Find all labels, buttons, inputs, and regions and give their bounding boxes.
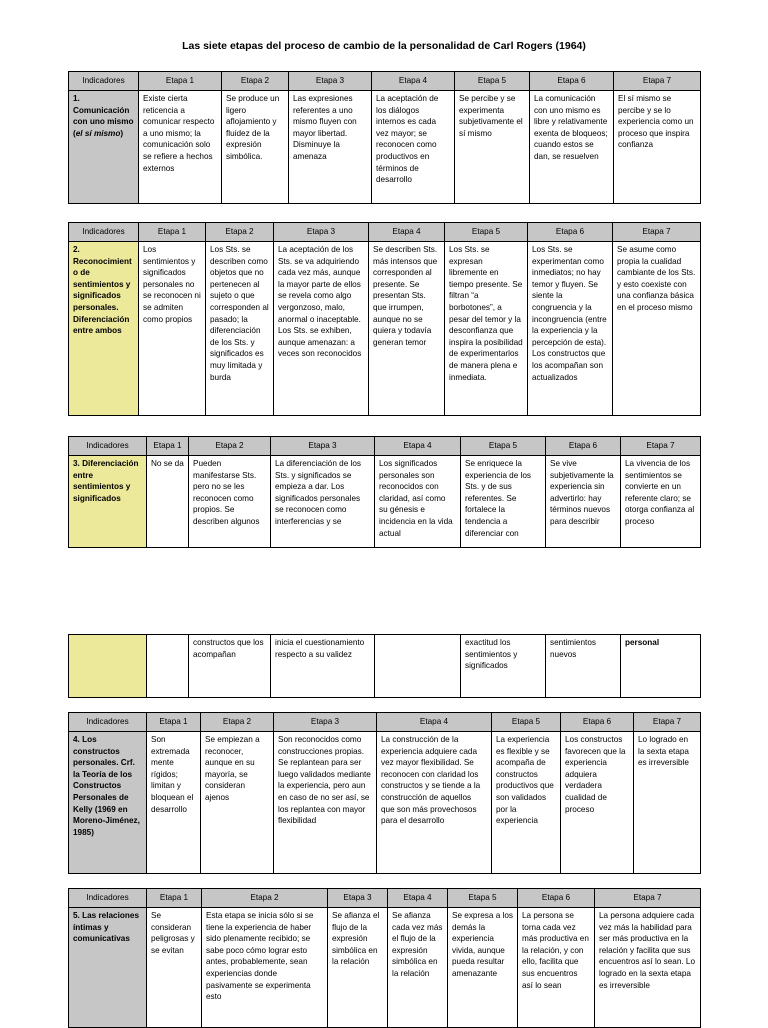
indicator-cell: 5. Las relaciones íntimas y comunicativas [69,908,147,1028]
stage-4-cell: Se describen Sts. más intensos que corresponden al presente. Se presentan Sts. que irrumpen, aunque no se quiera y todavía generan temor [369,242,445,416]
header-etapa-6: Etapa 6 [528,223,613,242]
header-row [69,889,701,908]
header-row [69,72,701,91]
header-etapa-3: Etapa 3 [328,889,388,908]
header-etapa-7: Etapa 7 [614,72,701,91]
stage-2-cell: constructos que los acompañan [189,635,271,698]
stage-1-cell: No se da [147,456,189,548]
header-etapa-6: Etapa 6 [546,437,621,456]
stage-2-cell: Se empiezan a reconocer, aunque en su mayoría, se consideran ajenos [201,732,274,874]
stage-4-cell: La aceptación de los diálogos internos es cada vez mayor; se reconocen como productivos en términos de desarrollo [372,91,455,204]
header-etapa-3: Etapa 3 [274,223,369,242]
header-etapa-3: Etapa 3 [274,713,377,732]
header-indicadores: Indicadores [69,713,147,732]
header-etapa-6: Etapa 6 [518,889,595,908]
header-etapa-4: Etapa 4 [369,223,445,242]
stage-6-cell: Se vive subjetivamente la experiencia sin advertirlo: hay términos nuevos para describir [546,456,621,548]
stage-3-cell: inicia el cuestionamiento respecto a su validez [271,635,375,698]
header-row [69,223,701,242]
header-etapa-5: Etapa 5 [461,437,546,456]
table-intimate-relations [68,888,701,1028]
header-indicadores: Indicadores [69,437,147,456]
header-etapa-4: Etapa 4 [377,713,492,732]
stage-6-cell: Los Sts. se experimentan como inmediatos; no hay temor y fluyen. Se siente la congruencia y la incongruencia (entre la experiencia y la percepción de esta). Los constructos que los acompañan son actualizados [528,242,613,416]
stage-5-cell: exactitud los sentimientos y significados [461,635,546,698]
header-etapa-1: Etapa 1 [147,713,201,732]
header-etapa-7: Etapa 7 [621,437,701,456]
stage-1-cell: Los sentimientos y significados personales no se reconocen ni se admiten como propios [139,242,206,416]
header-etapa-1: Etapa 1 [147,437,189,456]
stage-6-cell: La comunicación con uno mismo es libre y relativamente exenta de bloqueos; cuando estos se dan, se resuelven [530,91,614,204]
table-row [69,732,701,874]
document-title: Las siete etapas del proceso de cambio de la personalidad de Carl Rogers (1964) [182,40,586,52]
stage-5-cell: Se percibe y se experimenta subjetivamente el sí mismo [455,91,530,204]
table-row [69,908,701,1028]
stage-7-cell: Lo logrado en la sexta etapa es irreversible [634,732,701,874]
header-row [69,713,701,732]
indicator-cell: 1. Comunicación con uno mismo (el sí mismo) [69,91,139,204]
stage-7-cell: personal [621,635,701,698]
header-etapa-5: Etapa 5 [492,713,561,732]
stage-4-cell [375,635,461,698]
header-etapa-7: Etapa 7 [613,223,701,242]
header-etapa-6: Etapa 6 [530,72,614,91]
header-etapa-1: Etapa 1 [139,72,222,91]
header-etapa-3: Etapa 3 [289,72,372,91]
stage-6-cell: Los constructos favorecen que la experiencia adquiera verdadera cualidad de proceso [561,732,634,874]
stage-1-cell: Se consideran peligrosas y se evitan [147,908,202,1028]
header-etapa-2: Etapa 2 [202,889,328,908]
table-feelings-recognition [68,222,701,416]
indicator-cell: 3. Diferenciación entre sentimientos y significados [69,456,147,548]
header-etapa-7: Etapa 7 [634,713,701,732]
header-etapa-4: Etapa 4 [388,889,448,908]
header-etapa-2: Etapa 2 [222,72,289,91]
stage-7-cell: El sí mismo se percibe y se lo experiencia como un proceso que inspira confianza [614,91,701,204]
header-etapa-4: Etapa 4 [372,72,455,91]
header-etapa-1: Etapa 1 [139,223,206,242]
header-etapa-2: Etapa 2 [189,437,271,456]
header-etapa-3: Etapa 3 [271,437,375,456]
stage-4-cell: Los significados personales son reconocidos con claridad, así como su génesis e incidencia en la vida actual [375,456,461,548]
table-row [69,91,701,204]
stage-6-cell: La persona se torna cada vez más productiva en la relación, y con ello, facilita que sus encuentros así lo sean [518,908,595,1028]
stage-3-cell: La diferenciación de los Sts. y significados se empieza a dar. Los significados personales se reconocen como interferencias y se [271,456,375,548]
stage-1-cell: Son extremadamente rígidos; limitan y bloquean el desarrollo [147,732,201,874]
stage-3-cell: La aceptación de los Sts. se va adquiriendo cada vez más, aunque la mayor parte de ellos se revela como algo vergonzoso, malo, anormal o inaceptable. Los Sts. se exhiben, aunque amenazan: a veces son reconocidos [274,242,369,416]
stage-5-cell: Se expresa a los demás la experiencia vivida, aunque pueda resultar amenazante [448,908,518,1028]
stage-5-cell: La experiencia es flexible y se acompaña de constructos productivos que son validados por la experiencia [492,732,561,874]
table-row [69,242,701,416]
stage-4-cell: Se afianza cada vez más el flujo de la expresión simbólica en la relación [388,908,448,1028]
table-differentiation [68,436,701,548]
indicator-cell [69,635,147,698]
stage-4-cell: La construcción de la experiencia adquiere cada vez mayor flexibilidad. Se reconocen con claridad los constructos y se tiende a la construcción de aquellos que son más provechosos para el desarrollo [377,732,492,874]
header-indicadores: Indicadores [69,889,147,908]
stage-1-cell [147,635,189,698]
header-etapa-4: Etapa 4 [375,437,461,456]
stage-2-cell: Se produce un ligero aflojamiento y fluidez de la expresión simbólica. [222,91,289,204]
stage-7-cell: La persona adquiere cada vez más la habilidad para ser más productiva en la relación y facilita que sus encuentros así lo sean. Lo logrado en la sexta etapa es irreversible [595,908,701,1028]
table-communication [68,71,701,204]
table-row [69,456,701,548]
table-differentiation-continued [68,634,701,698]
header-etapa-2: Etapa 2 [201,713,274,732]
stage-3-cell: Las expresiones referentes a uno mismo fluyen con mayor libertad. Disminuye la amenaza [289,91,372,204]
stage-3-cell: Son reconocidos como construcciones propias. Se replantean para ser luego validados mediante la experiencia, pero aun en caso de no ser así, se los replantea con mayor flexibilidad [274,732,377,874]
header-etapa-5: Etapa 5 [455,72,530,91]
stage-3-cell: Se afianza el flujo de la expresión simbólica en la relación [328,908,388,1028]
header-etapa-5: Etapa 5 [448,889,518,908]
indicator-cell: 4. Los constructos personales. Crf. la Teoría de los Constructos Personales de Kelly (1969 en Moreno-Jiménez, 1985) [69,732,147,874]
stage-2-cell: Los Sts. se describen como objetos que no pertenecen al sujeto o que corresponden al pasado; la diferenciación de los Sts. y significados es muy limitada y burda [206,242,274,416]
stage-7-cell: La vivencia de los sentimientos se convierte en un referente claro; se otorga confianza al proceso [621,456,701,548]
stage-5-cell: Los Sts. se expresan libremente en tiempo presente. Se filtran “a borbotones”, a pesar del temor y la desconfianza que inspira la posibilidad de experimentarlos de manera plena e inmediata. [445,242,528,416]
stage-5-cell: Se enriquece la experiencia de los Sts. y de sus referentes. Se fortalece la tendencia a diferenciar con [461,456,546,548]
header-indicadores: Indicadores [69,72,139,91]
stage-2-cell: Pueden manifestarse Sts. pero no se les reconocen como propios. Se describen algunos [189,456,271,548]
header-etapa-7: Etapa 7 [595,889,701,908]
table-row [69,635,701,698]
stage-1-cell: Existe cierta reticencia a comunicar respecto a uno mismo; la comunicación solo se refiere a hechos externos [139,91,222,204]
stage-6-cell: sentimientos nuevos [546,635,621,698]
header-etapa-6: Etapa 6 [561,713,634,732]
header-row [69,437,701,456]
header-etapa-2: Etapa 2 [206,223,274,242]
indicator-cell: 2. Reconocimiento de sentimientos y significados personales. Diferenciación entre ambos [69,242,139,416]
stage-7-cell: Se asume como propia la cualidad cambiante de los Sts. y esto coexiste con una confianza básica en el proceso mismo [613,242,701,416]
stage-2-cell: Esta etapa se inicia sólo si se tiene la experiencia de haber sido plenamente recibido; se sabe poco cómo lograr esto antes, probablemente, sean experiencias donde pasivamente se experimenta esto [202,908,328,1028]
table-personal-constructs [68,712,701,874]
header-indicadores: Indicadores [69,223,139,242]
header-etapa-1: Etapa 1 [147,889,202,908]
header-etapa-5: Etapa 5 [445,223,528,242]
